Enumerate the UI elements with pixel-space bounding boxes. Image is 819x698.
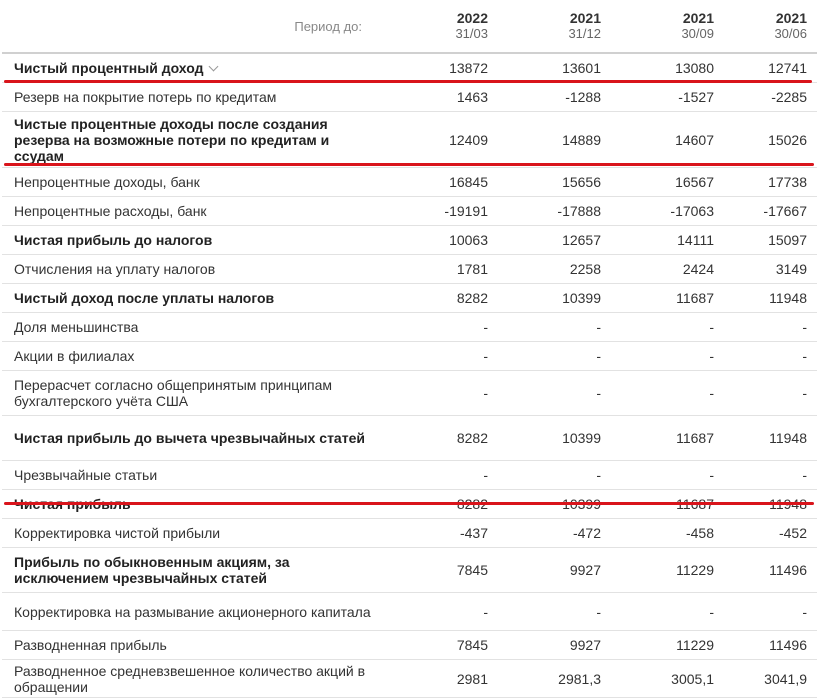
- cell-value: -: [498, 593, 611, 631]
- period-label: Период до:: [2, 0, 392, 53]
- row-label: Непроцентные расходы, банк: [2, 197, 392, 226]
- cell-value: 8282: [392, 284, 498, 313]
- table-row: [2, 197, 817, 226]
- table-row: [2, 519, 817, 548]
- cell-value: -17063: [611, 197, 724, 226]
- table-row: [2, 461, 817, 490]
- row-label: Чрезвычайные статьи: [2, 461, 392, 490]
- cell-value: -458: [611, 519, 724, 548]
- cell-value: -472: [498, 519, 611, 548]
- cell-value: -: [392, 461, 498, 490]
- cell-value: -: [724, 461, 817, 490]
- cell-value: -19191: [392, 197, 498, 226]
- cell-value: 11229: [611, 548, 724, 593]
- cell-value: 11229: [611, 631, 724, 660]
- table-row: [2, 548, 817, 593]
- cell-value: 16845: [392, 168, 498, 197]
- cell-value: -: [392, 313, 498, 342]
- cell-value: 11687: [611, 416, 724, 461]
- row-label: Отчисления на уплату налогов: [2, 255, 392, 284]
- table-row: [2, 255, 817, 284]
- table-row: [2, 168, 817, 197]
- row-label: Перерасчет согласно общепринятым принципам бухгалтерского учёта США: [2, 371, 392, 416]
- cell-value: -: [392, 342, 498, 371]
- row-label: Разводненная прибыль: [2, 631, 392, 660]
- table-row: [2, 112, 817, 168]
- income-statement-table: [2, 0, 817, 698]
- cell-value: 13601: [498, 53, 611, 83]
- chevron-down-icon[interactable]: [208, 62, 218, 72]
- cell-value: 11948: [724, 416, 817, 461]
- table-row: [2, 284, 817, 313]
- cell-value: 14889: [498, 112, 611, 168]
- row-label: Разводненное средневзвешенное количество акций в обращении: [2, 660, 392, 698]
- cell-value: 12409: [392, 112, 498, 168]
- table-row: [2, 342, 817, 371]
- row-label: Чистая прибыль до вычета чрезвычайных статей: [2, 416, 392, 461]
- row-label: Чистая прибыль до налогов: [2, 226, 392, 255]
- cell-value: 1781: [392, 255, 498, 284]
- table-row: [2, 631, 817, 660]
- cell-value: 14607: [611, 112, 724, 168]
- cell-value: 7845: [392, 631, 498, 660]
- table-row: [2, 313, 817, 342]
- cell-value: -17888: [498, 197, 611, 226]
- header-row: [2, 0, 817, 53]
- cell-value: 17738: [724, 168, 817, 197]
- cell-value: 11496: [724, 548, 817, 593]
- table-row: [2, 416, 817, 461]
- cell-value: -: [498, 342, 611, 371]
- cell-value: -: [498, 313, 611, 342]
- cell-value: -: [611, 342, 724, 371]
- row-label: Резерв на покрытие потерь по кредитам: [2, 83, 392, 112]
- cell-value: 15026: [724, 112, 817, 168]
- cell-value: -: [724, 371, 817, 416]
- cell-value: 12741: [724, 53, 817, 83]
- cell-value: 7845: [392, 548, 498, 593]
- column-header: 2021 30/06: [724, 0, 817, 53]
- cell-value: -: [724, 342, 817, 371]
- cell-value: -: [392, 593, 498, 631]
- highlight-line: [4, 80, 812, 83]
- column-header: 2021 31/12: [498, 0, 611, 53]
- table-row: [2, 83, 817, 112]
- row-label: Акции в филиалах: [2, 342, 392, 371]
- row-label: Чистые процентные доходы после создания резерва на возможные потери по кредитам и ссудам: [2, 112, 392, 168]
- row-label: Доля меньшинства: [2, 313, 392, 342]
- cell-value: 2258: [498, 255, 611, 284]
- cell-value: 8282: [392, 416, 498, 461]
- cell-value: -: [611, 593, 724, 631]
- cell-value: -: [392, 371, 498, 416]
- table-row[interactable]: [2, 53, 817, 83]
- cell-value: 13872: [392, 53, 498, 83]
- cell-value: 11496: [724, 631, 817, 660]
- highlight-line: [4, 502, 814, 505]
- row-label: Прибыль по обыкновенным акциям, за исключением чрезвычайных статей: [2, 548, 392, 593]
- cell-value: 15656: [498, 168, 611, 197]
- cell-value: 11687: [611, 284, 724, 313]
- cell-value: 11948: [724, 284, 817, 313]
- row-label: Корректировка на размывание акционерного капитала: [2, 593, 392, 631]
- table-row: [2, 660, 817, 698]
- cell-value: 9927: [498, 631, 611, 660]
- cell-value: 3041,9: [724, 660, 817, 698]
- cell-value: -: [611, 313, 724, 342]
- column-header: 2022 31/03: [392, 0, 498, 53]
- cell-value: -: [724, 593, 817, 631]
- table-row: [2, 226, 817, 255]
- cell-value: -: [611, 461, 724, 490]
- cell-value: -17667: [724, 197, 817, 226]
- highlight-line: [4, 163, 814, 166]
- cell-value: 12657: [498, 226, 611, 255]
- cell-value: 10399: [498, 284, 611, 313]
- cell-value: 16567: [611, 168, 724, 197]
- cell-value: 10399: [498, 416, 611, 461]
- cell-value: 2981,3: [498, 660, 611, 698]
- row-label: Чистый доход после уплаты налогов: [2, 284, 392, 313]
- cell-value: 2424: [611, 255, 724, 284]
- cell-value: -452: [724, 519, 817, 548]
- cell-value: 1463: [392, 83, 498, 112]
- cell-value: 3149: [724, 255, 817, 284]
- row-label: Непроцентные доходы, банк: [2, 168, 392, 197]
- cell-value: -: [498, 461, 611, 490]
- cell-value: 2981: [392, 660, 498, 698]
- table-row: [2, 371, 817, 416]
- cell-value: 10063: [392, 226, 498, 255]
- column-header: 2021 30/09: [611, 0, 724, 53]
- cell-value: -: [498, 371, 611, 416]
- cell-value: 15097: [724, 226, 817, 255]
- table-row: [2, 593, 817, 631]
- cell-value: -2285: [724, 83, 817, 112]
- cell-value: -: [611, 371, 724, 416]
- cell-value: -: [724, 313, 817, 342]
- cell-value: -437: [392, 519, 498, 548]
- cell-value: 3005,1: [611, 660, 724, 698]
- cell-value: 9927: [498, 548, 611, 593]
- row-label[interactable]: Чистый процентный доход: [2, 53, 392, 83]
- cell-value: -1288: [498, 83, 611, 112]
- cell-value: 13080: [611, 53, 724, 83]
- row-label: Корректировка чистой прибыли: [2, 519, 392, 548]
- cell-value: -1527: [611, 83, 724, 112]
- cell-value: 14111: [611, 226, 724, 255]
